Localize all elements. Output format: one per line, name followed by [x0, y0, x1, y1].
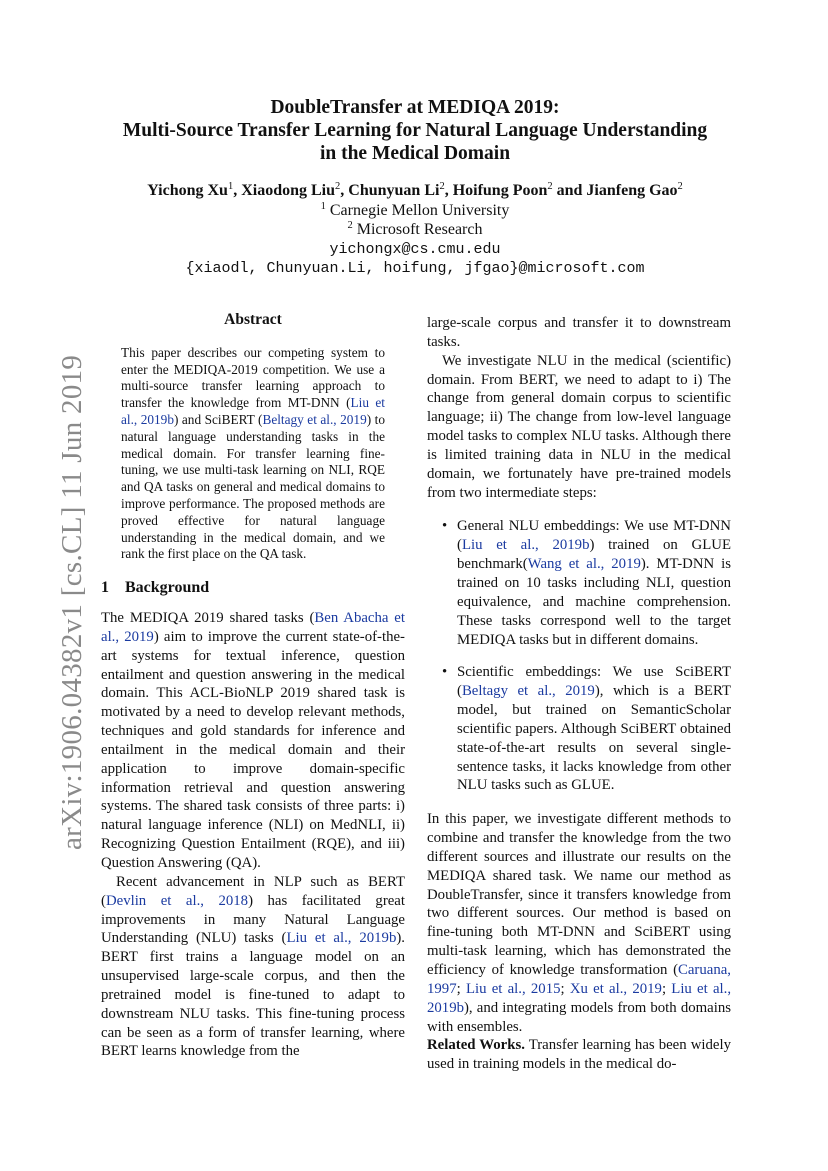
affiliation-2: $^2$ Microsoft Research: [347, 220, 483, 238]
citation-link[interactable]: Wang et al., 2019: [527, 556, 641, 573]
title-line-3: in the Medical Domain: [319, 143, 511, 164]
email-cmu: yichongx@cs.cmu.edu: [329, 240, 501, 258]
author-name: Chunyuan Li: [348, 182, 440, 199]
author-name: Hoifung Poon: [452, 182, 548, 199]
citation-link[interactable]: Xu et al., 2019: [569, 980, 662, 997]
citation-link[interactable]: Devlin et al., 2018: [105, 892, 249, 909]
affiliation-mark: 1: [227, 181, 234, 192]
title-line-2: Multi-Source Transfer Learning for Natural Language Understanding: [122, 120, 708, 141]
author-name: Jianfeng Gao: [586, 182, 678, 199]
related-works-heading: Related Works.: [427, 1037, 525, 1054]
abstract-heading: Abstract: [224, 311, 282, 328]
author-block: [100, 181, 730, 279]
paragraph-continuation-spacer: [427, 314, 731, 352]
citation-link[interactable]: Beltagy et al., 2019: [262, 412, 367, 428]
citation-link[interactable]: Liu et al., 2019b: [286, 930, 397, 947]
abstract-text: This paper describes our competing system to enter the MEDIQA-2019 competition. We use a multi-source transfer learning approach to transfer the knowledge from MT-DNN (Liu et al., 2019b) and SciBERT (Beltagy et al., 2019) to natural language understanding tasks in the medical domain. For transfer learning fine-tuning, we use multi-task learning on NLI, RQE and QA tasks on general and medical domains to improve performance. The proposed methods are proved effective for natural language understanding in the medical domain, and we rank the first place on the QA task.: [121, 344, 385, 562]
citation-link[interactable]: Ben Abacha et al., 2019: [101, 610, 405, 645]
paragraph: Related Works. Transfer learning has been widely used in training models in the medical do-: [427, 1037, 731, 1073]
citation-link[interactable]: Beltagy et al., 2019: [461, 683, 595, 700]
list-item: • Scientific embeddings: We use SciBERT (Beltagy et al., 2019), which is a BERT model, but trained on SemanticScholar scientific papers. Although SciBERT obtained state-of-the-art results on several single-sentence tasks, it lacks knowledge from other NLU tasks such as GLUE.: [427, 663, 731, 795]
affiliation-mark: 2: [439, 181, 445, 192]
author-name: Xiaodong Liu: [241, 182, 336, 199]
arxiv-identifier-stamp: [20, 354, 88, 850]
bullet-list: [427, 517, 731, 795]
citation-link[interactable]: Liu et al., 2019b: [461, 537, 590, 554]
paragraph: In this paper, we investigate different methods to combine and transfer the knowledge from the two different sources and illustrate our results on the MEDIQA shared task. We name our method as DoubleTransfer, since it transfers knowledge from two different sources. Our method is based on fine-tuning both MT-DNN and SciBERT using multi-task learning, which has demonstrated the efficiency of knowledge transformation (Caruana, 1997; Liu et al., 2015; Xu et al., 2019; Liu et al., 2019b), and integrating models from both domains with ensembles.: [427, 811, 732, 1035]
affiliation-1: $^1$ Carnegie Mellon University: [320, 200, 510, 219]
citation-link[interactable]: Liu et al., 2019b: [121, 395, 385, 428]
author-names: Yichong Xu$^1$, Xiaodong Liu$^2$, Chunyuan Li$^2$, Hoifung Poon$^2$ and Jianfeng Gao$^2$: [147, 181, 683, 199]
paragraph: We investigate NLU in the medical (scientific) domain. From BERT, we need to adapt to i) The change from general domain corpus to scientific language; ii) The change from low-level language model tasks to complex NLU tasks. Although there is limited training data in NLU in the medical domain, we fortunately have pre-trained models from two intermediate steps:: [427, 352, 731, 501]
affiliation-mark: 2: [547, 181, 553, 192]
citation-link[interactable]: Caruana, 1997: [427, 962, 731, 997]
paper-title: [100, 96, 730, 165]
right-column: [427, 314, 731, 1074]
title-line-1: DoubleTransfer at MEDIQA 2019:: [270, 97, 560, 118]
section-title: Background: [125, 579, 210, 597]
affiliation-mark: 2: [677, 181, 683, 192]
author-name: Yichong Xu: [147, 182, 228, 199]
section-number: 1: [101, 579, 109, 597]
paragraph: Recent advancement in NLP such as BERT (Devlin et al., 2018) has facilitated great improvements in many Natural Language Understanding (NLU) tasks (Liu et al., 2019b). BERT first trains a language model on an unsupervised large-scale corpus, and then the pretrained model is fine-tuned to adapt to downstream NLU tasks. This fine-tuning process can be seen as a form of transfer learning, where BERT learns knowledge from the: [101, 873, 405, 1060]
section-heading: [101, 579, 405, 598]
paragraph-continuation: large-scale corpus and transfer it to downstream tasks.: [427, 315, 731, 350]
paragraph: The MEDIQA 2019 shared tasks (Ben Abacha et al., 2019) aim to improve the current state-of-the-art systems for textual inference, question entailment and question answering in the medical domain. This ACL-BioNLP 2019 shared task is motivated by a need to develop relevant methods, techniques and gold standards for inference and entailment in the medical domain and their application to improve domain-specific information retrieval and question answering systems. The shared task consists of three parts: i) natural language inference (NLI) on MedNLI, ii) Recognizing Question Entailment (RQE), and iii) Question Answering (QA).: [101, 610, 405, 872]
left-column: [101, 311, 405, 1061]
citation-link[interactable]: Liu et al., 2015: [465, 980, 561, 997]
citation-link[interactable]: Liu et al., 2019b: [427, 980, 732, 1016]
arxiv-identifier: arXiv:1906.04382v1 [cs.CL] 11 Jun 2019: [56, 354, 88, 850]
email-microsoft: {xiaodl, Chunyuan.Li, hoifung, jfgao}@microsoft.com: [185, 260, 645, 277]
list-item: • General NLU embeddings: We use MT-DNN (Liu et al., 2019b) trained on GLUE benchmark(Wang et al., 2019). MT-DNN is trained on 10 tasks including NLI, question equivalence, and machine comprehension. These tasks correspond well to the target MEDIQA tasks but in different domains.: [427, 517, 731, 649]
affiliation-mark: 2: [335, 181, 341, 192]
